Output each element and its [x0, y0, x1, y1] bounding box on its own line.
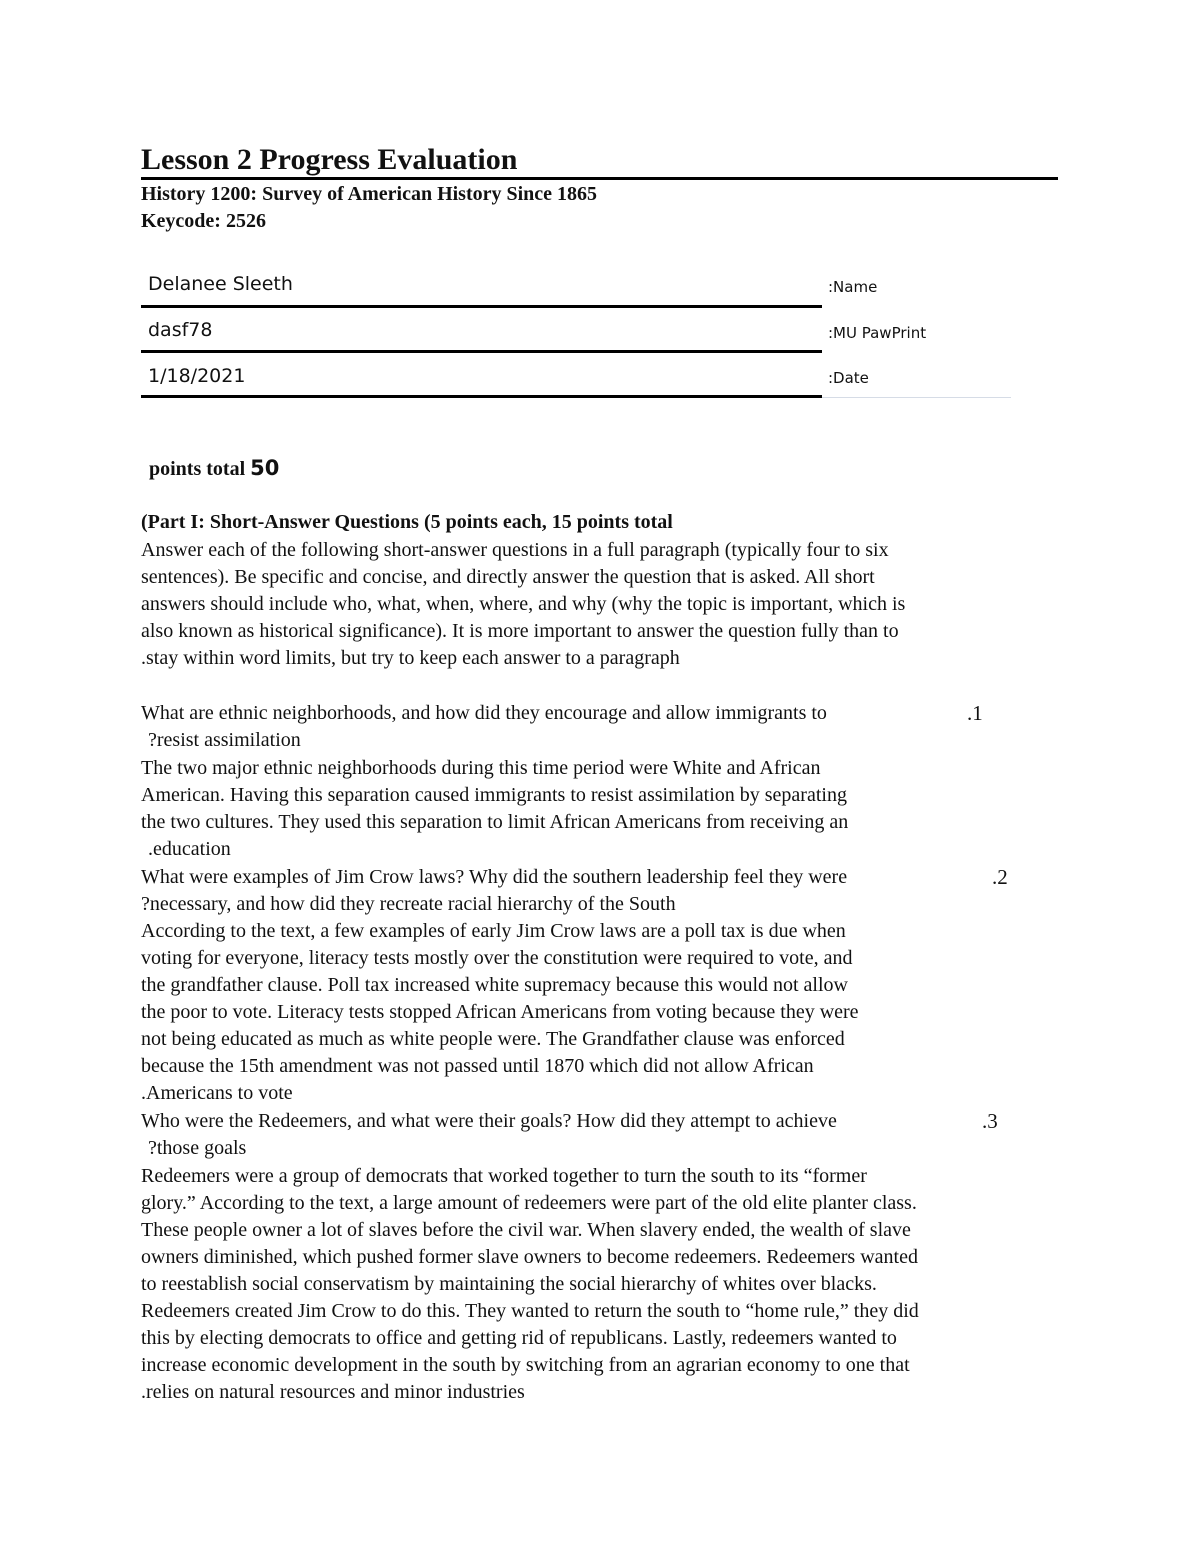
answer-3-line: These people owner a lot of slaves before the civil war. When slavery ended, the wealth of slave — [141, 1219, 911, 1241]
name-underline — [141, 305, 822, 308]
question-1-line: What are ethnic neighborhoods, and how did they encourage and allow immigrants to — [141, 702, 827, 724]
question-3-line: Who were the Redeemers, and what were their goals? How did they attempt to achieve — [141, 1110, 837, 1132]
answer-3-line: glory.” According to the text, a large amount of redeemers were part of the old elite planter class. — [141, 1192, 917, 1214]
date-value: 1/18/2021 — [148, 365, 246, 387]
answer-3-line: increase economic development in the south by switching from an agrarian economy to one that — [141, 1354, 910, 1376]
answer-2-line: the poor to vote. Literacy tests stopped African Americans from voting because they were — [141, 1001, 859, 1023]
name-value: Delanee Sleeth — [148, 273, 293, 295]
answer-3-line: .relies on natural resources and minor industries — [141, 1381, 525, 1403]
question-2-line: What were examples of Jim Crow laws? Why did the southern leadership feel they were — [141, 866, 848, 888]
answer-1-line: American. Having this separation caused immigrants to resist assimilation by separating — [141, 784, 847, 806]
question-2-line: ?necessary, and how did they recreate racial hierarchy of the South — [141, 893, 676, 915]
name-label: :Name — [828, 278, 878, 296]
instructions-line: also known as historical significance). It is more important to answer the question fully than to — [141, 620, 899, 642]
answer-2-line: voting for everyone, literacy tests mostly over the constitution were required to vote, and — [141, 947, 853, 969]
answer-1-line: The two major ethnic neighborhoods during this time period were White and African — [141, 757, 821, 779]
pawprint-underline — [141, 350, 822, 353]
title-underline — [141, 177, 1058, 180]
date-underline — [141, 395, 822, 398]
points-label: points total — [149, 458, 246, 480]
date-label-underline — [822, 397, 1011, 398]
answer-3-line: Redeemers were a group of democrats that worked together to turn the south to its “former — [141, 1165, 867, 1187]
keycode: Keycode: 2526 — [141, 210, 266, 232]
date-label: :Date — [828, 369, 869, 387]
pawprint-value: dasf78 — [148, 319, 213, 341]
answer-3-line: Redeemers created Jim Crow to do this. They wanted to return the south to “home rule,” they did — [141, 1300, 919, 1322]
question-1-line: ?resist assimilation — [148, 729, 301, 751]
answer-2-line: the grandfather clause. Poll tax increased white supremacy because this would not allow — [141, 974, 848, 996]
question-2-number: .2 — [992, 865, 1008, 889]
question-1-number: .1 — [967, 701, 983, 725]
points-value: 50 — [250, 456, 280, 480]
answer-2-line: because the 15th amendment was not passed until 1870 which did not allow African — [141, 1055, 814, 1077]
part1-heading: (Part I: Short-Answer Questions (5 points each, 15 points total — [141, 511, 673, 533]
instructions-line: sentences). Be specific and concise, and directly answer the question that is asked. All short — [141, 566, 875, 588]
points-total — [149, 454, 279, 483]
course-title: History 1200: Survey of American History Since 1865 — [141, 183, 598, 205]
instructions-line: Answer each of the following short-answer questions in a full paragraph (typically four to six — [141, 539, 889, 561]
answer-3-line: this by electing democrats to office and getting rid of republicans. Lastly, redeemers wanted to — [141, 1327, 897, 1349]
answer-3-line: owners diminished, which pushed former slave owners to become redeemers. Redeemers wanted — [141, 1246, 918, 1268]
instructions-line: .stay within word limits, but try to keep each answer to a paragraph — [141, 647, 680, 669]
answer-3-line: to reestablish social conservatism by maintaining the social hierarchy of whites over blacks. — [141, 1273, 877, 1295]
answer-1-line: the two cultures. They used this separation to limit African Americans from receiving an — [141, 811, 849, 833]
page-title: Lesson 2 Progress Evaluation — [141, 143, 518, 176]
answer-2-line: According to the text, a few examples of early Jim Crow laws are a poll tax is due when — [141, 920, 846, 942]
instructions-line: answers should include who, what, when, where, and why (why the topic is important, which is — [141, 593, 906, 615]
answer-2-line: not being educated as much as white people were. The Grandfather clause was enforced — [141, 1028, 845, 1050]
pawprint-label: :MU PawPrint — [828, 324, 927, 342]
question-3-number: .3 — [982, 1109, 998, 1133]
question-3-line: ?those goals — [148, 1137, 247, 1159]
answer-1-line: .education — [148, 838, 231, 860]
answer-2-line: .Americans to vote — [141, 1082, 293, 1104]
